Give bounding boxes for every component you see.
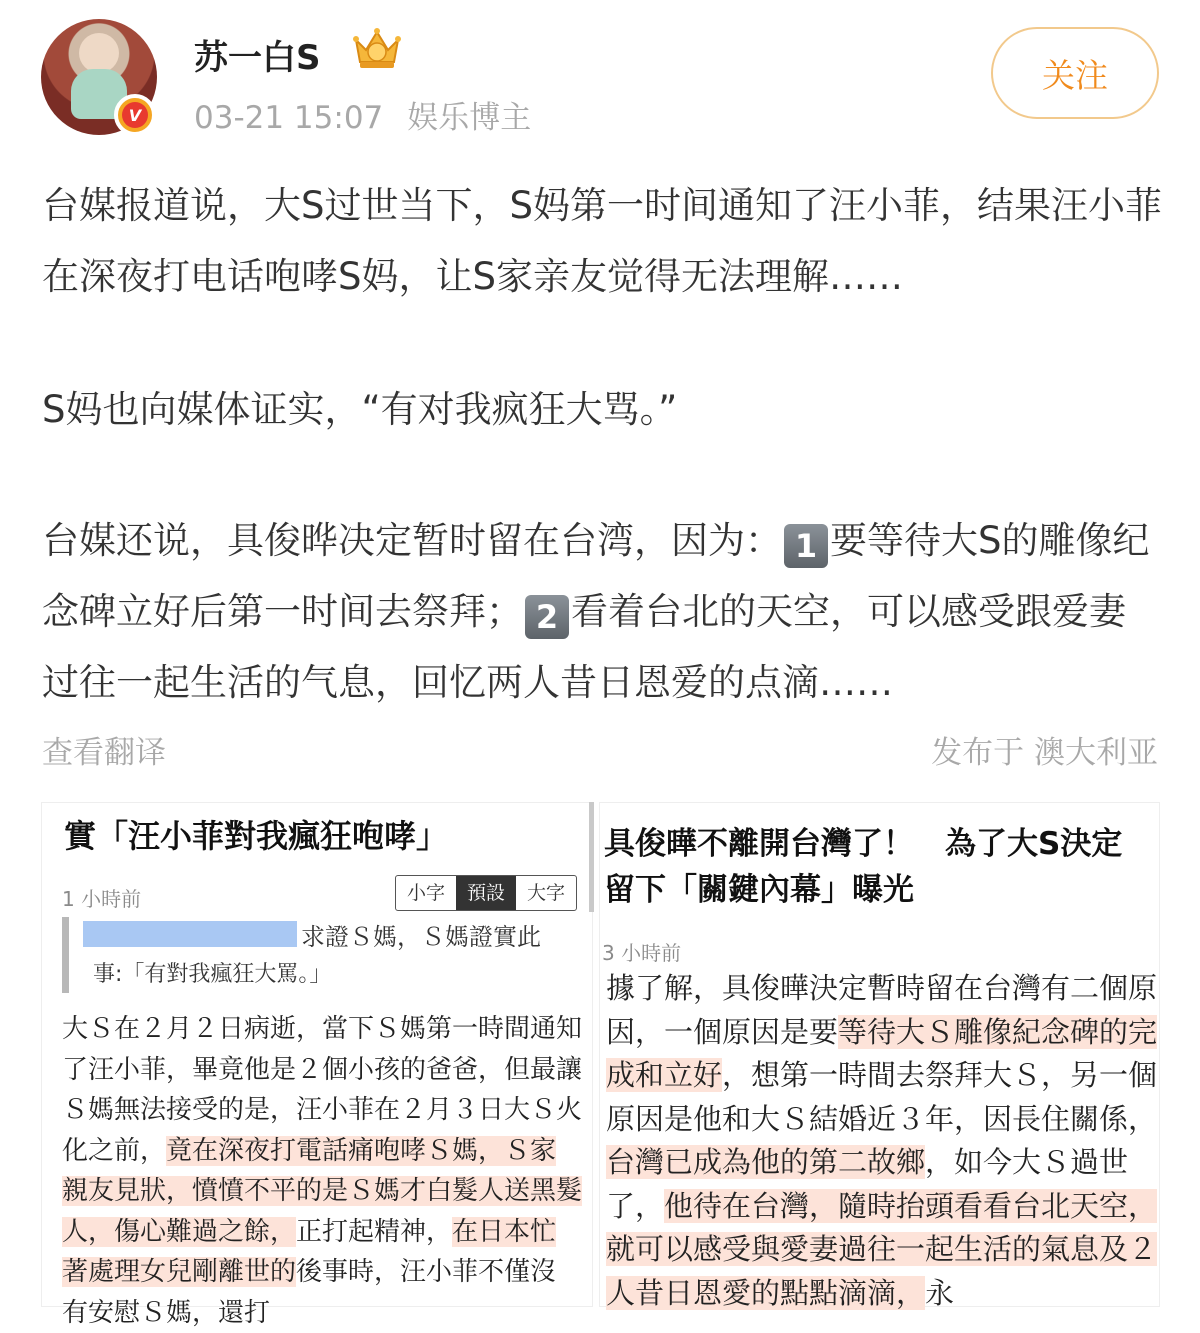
article-2-body-c: ，想第一時間去祭拜大Ｓ，另一個原因是他和大Ｓ結婚近３年，因長住關係， (606, 1058, 1158, 1136)
article-2-body-e: ，如今大Ｓ過世了， (606, 1145, 1129, 1223)
article-2-body-a: 據了解，具俊曄決定暫時留在台灣有二個原因，一個原因是要 (606, 971, 1158, 1049)
crown-level-icon (350, 26, 404, 70)
font-size-selector (395, 875, 577, 911)
user-category: 娱乐博主 (407, 100, 532, 136)
follow-button[interactable]: 关注 (991, 27, 1159, 119)
article-2-body (606, 967, 1158, 1315)
avatar-photo-face (79, 33, 119, 73)
post-image-1[interactable] (41, 802, 593, 1328)
article-2-highlight-3: 他待在台灣，隨時抬頭看看台北天空，就可以感受與愛妻過往一起生活的氣息及２人昔日恩愛的點點滴滴， (606, 1188, 1158, 1310)
font-size-large: 大字 (527, 882, 566, 904)
article-2-headline: 具俊曄不離開台灣了！ 為了大S決定 留下「關鍵內幕」曝光 (604, 826, 1123, 908)
article-1-quote-line-1: 求證Ｓ媽，Ｓ媽證實此 (301, 923, 541, 951)
article-2-body-g: 永 (925, 1275, 955, 1310)
post-paragraph-3 (42, 505, 1162, 718)
font-size-small: 小字 (407, 882, 446, 904)
post-paragraph-3-reason-1: 要等待大S的雕像纪念碑立好后第一时间去祭拜； (42, 519, 1150, 633)
article-1-headline: 實「汪小菲對我瘋狂咆哮」 (64, 817, 449, 855)
number-two-icon: 2 (525, 595, 569, 639)
article-1-body (62, 1009, 582, 1333)
post-location: 发布于 澳大利亚 (931, 735, 1158, 771)
article-1-quote-line-2: 事:「有對我瘋狂大罵。」 (93, 962, 332, 987)
number-one-icon: 1 (784, 524, 828, 568)
article-1-highlight-1: 竟在深夜打電話痛咆哮Ｓ媽，Ｓ家親友見狀，憤憤不平的是Ｓ媽才白髮人送黑髮人，傷心難過之餘， (62, 1135, 583, 1247)
article-1-body-c: 正打起精神， (296, 1216, 453, 1247)
post-meta (194, 92, 531, 137)
redacted-text-bar (83, 921, 297, 947)
article-1-time: 1 小時前 (62, 887, 142, 911)
article-1-body-e: 後事時，汪小菲不僅沒有安慰Ｓ媽，還打 (62, 1257, 557, 1328)
image-1-scrollbar (589, 802, 594, 912)
post-image-2[interactable] (599, 802, 1160, 1310)
post-paragraph-3-intro: 台媒还说，具俊晔决定暂时留在台湾，因为： (42, 519, 782, 562)
view-translation-link[interactable]: 查看翻译 (42, 735, 166, 771)
username[interactable]: 苏一白S (194, 38, 321, 78)
verified-badge-letter: V (122, 102, 148, 128)
post-paragraph-1: 台媒报道说，大S过世当下，S妈第一时间通知了汪小菲，结果汪小菲在深夜打电话咆哮S妈，让S家亲友觉得无法理解…… (42, 184, 1162, 298)
article-2-time: 3 小時前 (602, 941, 682, 965)
article-2-highlight-1: 等待大Ｓ雕像紀念碑的完成和立好 (606, 1014, 1158, 1092)
post-paragraph-3-reason-2: 看着台北的天空，可以感受跟爱妻过往一起生活的气息，回忆两人昔日恩爱的点滴…… (42, 590, 1126, 704)
article-1-highlight-2: 在日本忙著處理女兒剛離世的 (62, 1216, 557, 1287)
font-size-default: 預設 (456, 876, 516, 910)
article-2-highlight-2: 台灣已成為他的第二故鄉 (606, 1145, 926, 1179)
article-1-quote (62, 917, 569, 993)
post-paragraph-2: S妈也向媒体证实，“有对我疯狂大骂。” (42, 388, 678, 431)
article-1-body-a: 大Ｓ在２月２日病逝，當下Ｓ媽第一時間通知了汪小菲，畢竟他是２個小孩的爸爸，但最讓Ｓ媽無法接受的是，汪小菲在２月３日大Ｓ火化之前， (62, 1014, 583, 1166)
post-timestamp: 03-21 15:07 (194, 100, 384, 136)
verified-badge-icon (114, 94, 156, 136)
